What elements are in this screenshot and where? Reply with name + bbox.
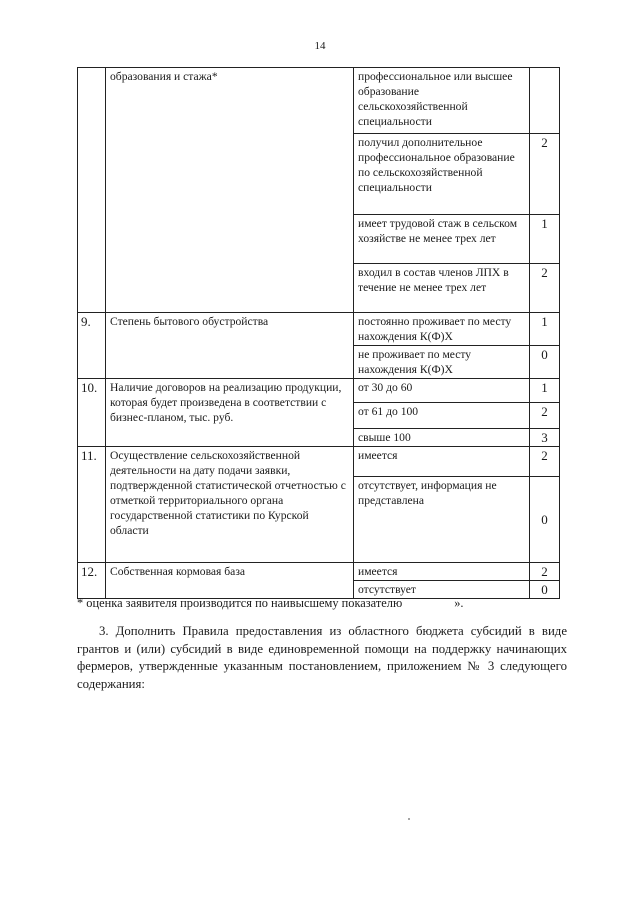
row-number: 9. bbox=[78, 313, 106, 379]
amendment-paragraph: 3. Дополнить Правила предоставления из областного бюджета субсидий в виде грантов и (или) субсидий в виде единовременной помощи на поддержку начинающих фермеров, утвержденные указанным постановлением, приложением № 3 следующего содержания: bbox=[77, 624, 567, 691]
score-cell: 2 bbox=[530, 447, 560, 477]
option-cell: входил в состав членов ЛПХ в течение не менее трех лет bbox=[354, 264, 530, 313]
table-row bbox=[78, 447, 560, 477]
score-cell: 2 bbox=[530, 264, 560, 313]
option-cell: постоянно проживает по месту нахождения К(Ф)Х bbox=[354, 313, 530, 346]
criterion-cell: Степень бытового обустройства bbox=[106, 313, 354, 379]
option-cell: имеется bbox=[354, 563, 530, 581]
criterion-cell: Собственная кормовая база bbox=[106, 563, 354, 599]
option-cell: отсутствует bbox=[354, 581, 530, 599]
option-cell: не проживает по месту нахождения К(Ф)Х bbox=[354, 346, 530, 379]
option-cell: от 61 до 100 bbox=[354, 403, 530, 429]
criterion-cell: Осуществление сельскохозяйственной деятельности на дату подачи заявки, подтвержденной статистической отчетностью с отметкой территориального органа государственной статистики по Курской области bbox=[106, 447, 354, 563]
scan-speck bbox=[408, 818, 410, 820]
row-number: 11. bbox=[78, 447, 106, 563]
page-number: 14 bbox=[314, 40, 326, 52]
row-number: 12. bbox=[78, 563, 106, 599]
footnote-closing-quote: ». bbox=[454, 596, 464, 610]
option-cell: имеется bbox=[354, 447, 530, 477]
score-cell: 1 bbox=[530, 215, 560, 264]
score-cell: 0 bbox=[530, 581, 560, 599]
row-number bbox=[78, 68, 106, 313]
table-row bbox=[78, 68, 560, 134]
option-cell: получил дополнительное профессиональное образование по сельскохозяйственной специальности bbox=[354, 134, 530, 215]
table-row bbox=[78, 563, 560, 581]
table-row bbox=[78, 313, 560, 346]
score-cell: 2 bbox=[530, 134, 560, 215]
footnote-text: * оценка заявителя производится по наивысшему показателю bbox=[77, 596, 403, 610]
score-cell: 1 bbox=[530, 313, 560, 346]
option-cell: профессиональное или высшее образование сельскохозяйственной специальности bbox=[354, 68, 530, 134]
score-cell: 0 bbox=[530, 346, 560, 379]
option-cell: отсутствует, информация не представлена bbox=[354, 477, 530, 563]
row-number: 10. bbox=[78, 379, 106, 447]
score-cell bbox=[530, 68, 560, 134]
score-cell: 3 bbox=[530, 429, 560, 447]
score-cell: 1 bbox=[530, 379, 560, 403]
option-cell: от 30 до 60 bbox=[354, 379, 530, 403]
score-cell: 0 bbox=[530, 477, 560, 563]
score-cell: 2 bbox=[530, 563, 560, 581]
criterion-cell: Наличие договоров на реализацию продукции, которая будет произведена в соответствии с бизнес-планом, тыс. руб. bbox=[106, 379, 354, 447]
criteria-table bbox=[77, 67, 560, 599]
criterion-cell: образования и стажа* bbox=[106, 68, 354, 313]
option-cell: имеет трудовой стаж в сельском хозяйстве не менее трех лет bbox=[354, 215, 530, 264]
score-cell: 2 bbox=[530, 403, 560, 429]
table-row bbox=[78, 379, 560, 403]
option-cell: свыше 100 bbox=[354, 429, 530, 447]
footnote bbox=[77, 596, 567, 611]
